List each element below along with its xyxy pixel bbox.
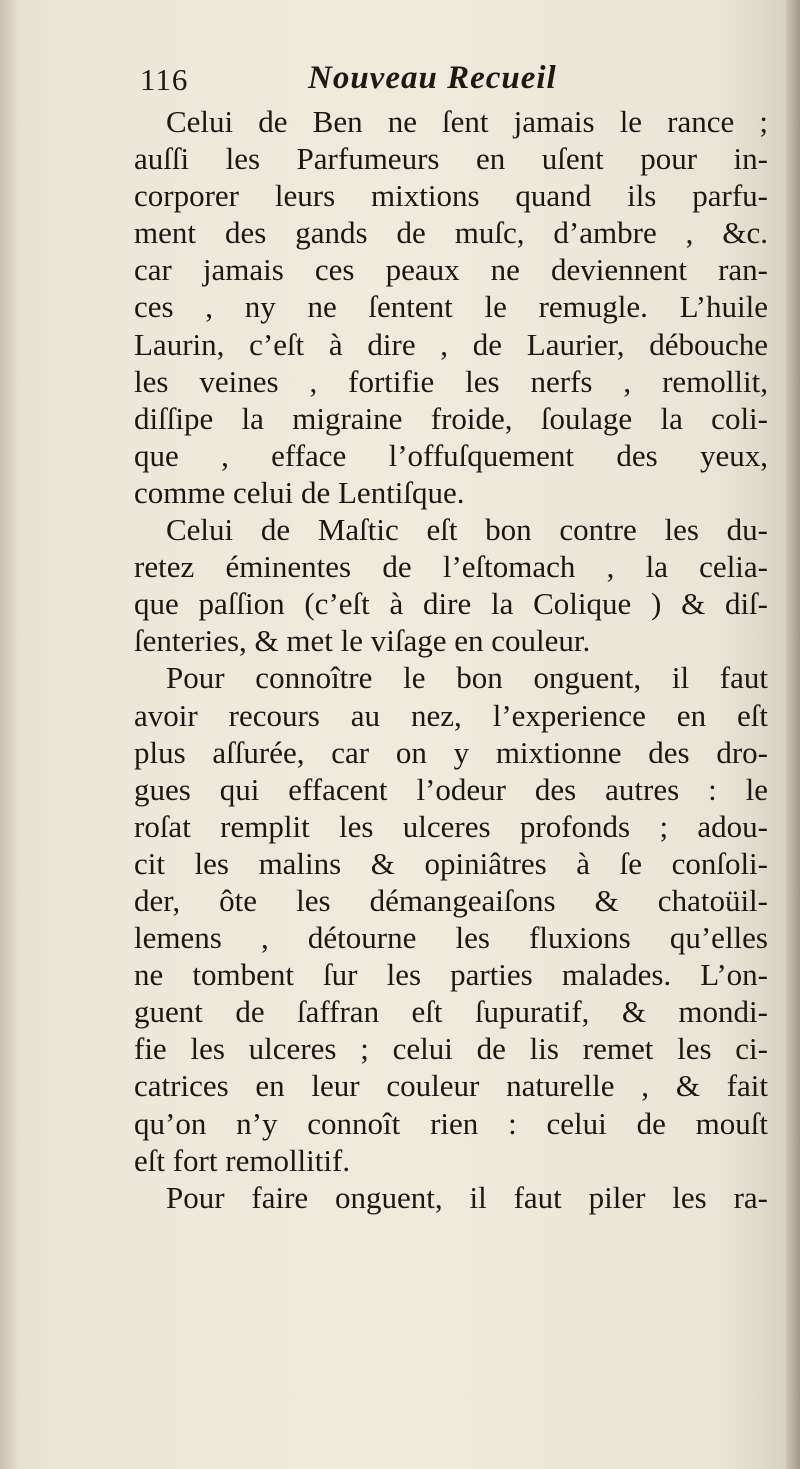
text-line: plus aſſurée, car on y mixtionne des dro-: [134, 734, 768, 770]
text-line: auſſi les Parfumeurs en uſent pour in-: [134, 141, 768, 177]
text-line: Celui de Maſtic eſt bon contre les du-: [166, 512, 768, 548]
page-edge: [786, 0, 800, 1469]
text-line: que , efface l’offuſquement des yeux,: [134, 437, 768, 473]
text-line: lemens , détourne les fluxions qu’elles: [134, 920, 768, 956]
body-text: [134, 103, 768, 1216]
text-line: der, ôte les démangeaiſons & chatoüil-: [134, 882, 768, 918]
running-title: Nouveau Recueil: [308, 60, 557, 96]
page-header: [140, 62, 660, 108]
text-line: retez éminentes de l’eſtomach , la celia-: [134, 549, 768, 585]
text-line: ne tombent ſur les parties malades. L’on-: [134, 957, 768, 993]
text-line: car jamais ces peaux ne deviennent ran-: [134, 252, 768, 288]
text-line: gues qui effacent l’odeur des autres : le: [134, 771, 768, 807]
gutter-shadow: [0, 0, 18, 1469]
text-line: ment des gands de muſc, d’ambre , &c.: [134, 215, 768, 251]
text-line: avoir recours au nez, l’experience en eſt: [134, 697, 768, 733]
text-line: Pour connoître le bon onguent, il faut: [166, 660, 768, 696]
text-line: corporer leurs mixtions quand ils parfu-: [134, 178, 768, 214]
text-line: comme celui de Lentiſque.: [134, 474, 465, 510]
text-line: fie les ulceres ; celui de lis remet les ci-: [134, 1031, 768, 1067]
text-line: cit les malins & opiniâtres à ſe conſoli-: [134, 845, 768, 881]
text-line: Laurin, c’eſt à dire , de Laurier, débouche: [134, 326, 768, 362]
page-number: 116: [140, 62, 189, 97]
text-line: qu’on n’y connoît rien : celui de mouſt: [134, 1105, 768, 1141]
text-line: ſenteries, & met le viſage en couleur.: [134, 623, 591, 659]
text-line: roſat remplit les ulceres profonds ; adou-: [134, 808, 768, 844]
text-line: guent de ſaffran eſt ſupuratif, & mondi-: [134, 994, 768, 1030]
text-line: ces , ny ne ſentent le remugle. L’huile: [134, 289, 768, 325]
text-line: que paſſion (c’eſt à dire la Colique ) & diſ-: [134, 586, 768, 622]
text-line: eſt fort remollitif.: [134, 1142, 351, 1178]
text-line: Celui de Ben ne ſent jamais le rance ;: [166, 104, 768, 139]
text-line: Pour faire onguent, il faut piler les ra-: [166, 1179, 768, 1215]
text-line: les veines , fortifie les nerfs , remollit,: [134, 363, 768, 399]
text-line: diſſipe la migraine froide, ſoulage la coli-: [134, 400, 768, 436]
text-line: catrices en leur couleur naturelle , & fait: [134, 1068, 768, 1104]
